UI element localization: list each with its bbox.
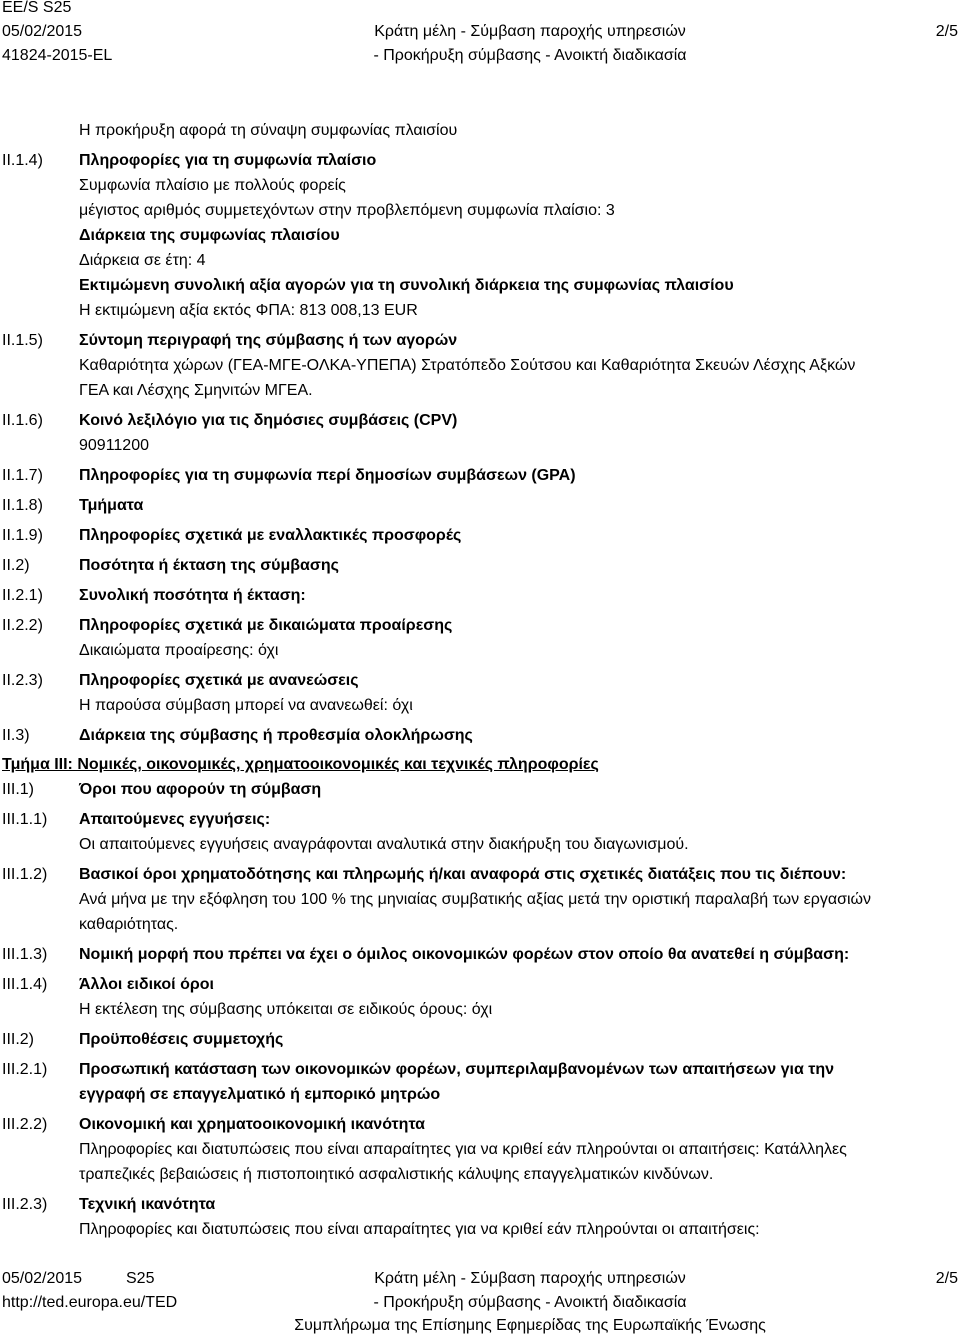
section-label: II.2) — [2, 557, 30, 574]
section-label: II.1.7) — [2, 467, 43, 484]
special-conditions-value: Η εκτέλεση της σύμβασης υπόκειται σε ειδικούς όρους: όχι — [79, 1001, 493, 1018]
section-heading: Τμήματα — [79, 497, 144, 514]
section-heading: εγγραφή σε επαγγελματικό ή εμπορικό μητρώο — [79, 1086, 441, 1103]
section-label: III.1.1) — [2, 811, 48, 828]
header-title-line1: Κράτη μέλη - Σύμβαση παροχής υπηρεσιών — [374, 23, 686, 40]
payment-line: Ανά μήνα με την εξόφληση του 100 % της μηνιαίας συμβατικής αξίας μετά την οριστική παραλαβή των εργασιών — [79, 891, 872, 908]
footer-page-number: 2/5 — [935, 1270, 958, 1287]
header-notice-id: 41824-2015-EL — [2, 47, 113, 64]
header-doc-code: EE/S S25 — [2, 0, 72, 16]
section-heading: Οικονομική και χρηματοοικονομική ικανότητα — [79, 1116, 425, 1133]
options-value: Δικαιώματα προαίρεσης: όχι — [79, 642, 279, 659]
section-heading: Βασικοί όροι χρηματοδότησης και πληρωμής ή/και αναφορά στις σχετικές διατάξεις που τις διέπουν: — [79, 866, 847, 883]
description-line: Καθαριότητα χώρων (ΓΕΑ-ΜΓΕ-ΟΛΚΑ-ΥΠΕΠΑ) Στρατόπεδο Σούτσου και Καθαριότητα Σκευών Λέσχης Αξκών — [79, 357, 856, 374]
value-text: Η εκτιμώμενη αξία εκτός ΦΠΑ: 813 008,13 EUR — [79, 302, 418, 319]
footer-date: 05/02/2015 — [2, 1270, 83, 1287]
section-label: II.1.6) — [2, 412, 43, 429]
section-label: III.2) — [2, 1031, 35, 1048]
duration-value: Διάρκεια σε έτη: 4 — [79, 252, 206, 269]
section-heading: Ποσότητα ή έκταση της σύμβασης — [79, 557, 339, 574]
header-date: 05/02/2015 — [2, 23, 83, 40]
description-line: ΓΕΑ και Λέσχης Σμηνιτών ΜΓΕΑ. — [79, 382, 313, 399]
section-heading: Πληροφορίες σχετικά με εναλλακτικές προσφορές — [79, 527, 462, 544]
section-heading: Πληροφορίες για τη συμφωνία περί δημοσίων συμβάσεων (GPA) — [79, 467, 576, 484]
section-label: II.1.5) — [2, 332, 43, 349]
footer-title-line1: Κράτη μέλη - Σύμβαση παροχής υπηρεσιών — [374, 1270, 686, 1287]
section-label: III.1) — [2, 781, 35, 798]
section-label: II.2.1) — [2, 587, 43, 604]
framework-type: Συμφωνία πλαίσιο με πολλούς φορείς — [79, 177, 346, 194]
section-label: II.3) — [2, 727, 30, 744]
section-heading: Προσωπική κατάσταση των οικονομικών φορέων, συμπεριλαμβανομένων των απαιτήσεων για την — [79, 1061, 835, 1078]
section-heading: Όροι που αφορούν τη σύμβαση — [79, 781, 322, 798]
section-heading: Άλλοι ειδικοί όροι — [79, 976, 214, 993]
payment-line: καθαριότητας. — [79, 916, 179, 933]
header-page-number: 2/5 — [935, 23, 958, 40]
footer-title-line2: - Προκήρυξη σύμβασης - Ανοικτή διαδικασία — [373, 1294, 687, 1311]
footer-url-link[interactable]: http://ted.europa.eu/TED — [2, 1294, 178, 1311]
technical-line: Πληροφορίες και διατυπώσεις που είναι απαραίτητες για να κριθεί εάν πληρούνται οι απαιτήσεις: — [79, 1221, 760, 1238]
section-heading: Κοινό λεξιλόγιο για τις δημόσιες συμβάσεις (CPV) — [79, 412, 458, 429]
part-iii-title: Τμήμα ΙΙΙ: Νομικές, οικονομικές, χρηματοοικονομικές και τεχνικές πληροφορίες — [2, 756, 599, 773]
duration-heading: Διάρκεια της συμφωνίας πλαισίου — [79, 227, 340, 244]
guarantees-value: Οι απαιτούμενες εγγυήσεις αναγράφονται αναλυτικά στην διακήρυξη του διαγωνισμού. — [79, 836, 689, 853]
section-heading: Νομική μορφή που πρέπει να έχει ο όμιλος οικονομικών φορέων στον οποίο θα ανατεθεί η σύμβαση: — [79, 946, 850, 963]
footer-doc-code: S25 — [126, 1270, 155, 1287]
section-heading: Διάρκεια της σύμβασης ή προθεσμία ολοκλήρωσης — [79, 727, 473, 744]
section-label: III.1.4) — [2, 976, 48, 993]
cpv-code: 90911200 — [79, 437, 149, 454]
section-heading: Πληροφορίες για τη συμφωνία πλαίσιο — [79, 152, 377, 169]
max-participants: μέγιστος αριθμός συμμετεχόντων στην προβλεπόμενη συμφωνία πλαίσιο: 3 — [79, 202, 615, 219]
section-label: III.1.2) — [2, 866, 48, 883]
section-label: III.1.3) — [2, 946, 48, 963]
section-label: II.1.8) — [2, 497, 43, 514]
header-title-line2: - Προκήρυξη σύμβασης - Ανοικτή διαδικασία — [373, 47, 687, 64]
section-label: III.2.1) — [2, 1061, 48, 1078]
section-heading: Απαιτούμενες εγγυήσεις: — [79, 811, 271, 828]
section-label: II.2.3) — [2, 672, 43, 689]
value-heading: Εκτιμώμενη συνολική αξία αγορών για τη συνολική διάρκεια της συμφωνίας πλαισίου — [79, 277, 734, 294]
financial-line: τραπεζικές βεβαιώσεις ή πιστοποιητικό ασφαλιστικής κάλυψης επαγγελματικών κινδύνων. — [79, 1166, 714, 1183]
framework-intro: Η προκήρυξη αφορά τη σύναψη συμφωνίας πλαισίου — [79, 122, 458, 139]
renewals-value: Η παρούσα σύμβαση μπορεί να ανανεωθεί: όχι — [79, 697, 413, 714]
section-label: II.1.4) — [2, 152, 43, 169]
section-heading: Πληροφορίες σχετικά με δικαιώματα προαίρεσης — [79, 617, 453, 634]
section-label: III.2.2) — [2, 1116, 48, 1133]
section-label: II.1.9) — [2, 527, 43, 544]
section-label: III.2.3) — [2, 1196, 48, 1213]
financial-line: Πληροφορίες και διατυπώσεις που είναι απαραίτητες για να κριθεί εάν πληρούνται οι απαιτήσεις: Κατάλληλες — [79, 1141, 847, 1158]
footer-title-line3: Συμπλήρωμα της Επίσημης Εφημερίδας της Ευρωπαϊκής Ένωσης — [294, 1317, 766, 1334]
section-heading: Τεχνική ικανότητα — [79, 1196, 216, 1213]
section-heading: Σύντομη περιγραφή της σύμβασης ή των αγορών — [79, 332, 458, 349]
section-heading: Προϋποθέσεις συμμετοχής — [79, 1031, 284, 1048]
section-heading: Πληροφορίες σχετικά με ανανεώσεις — [79, 672, 359, 689]
section-label: II.2.2) — [2, 617, 43, 634]
section-heading: Συνολική ποσότητα ή έκταση: — [79, 587, 306, 604]
